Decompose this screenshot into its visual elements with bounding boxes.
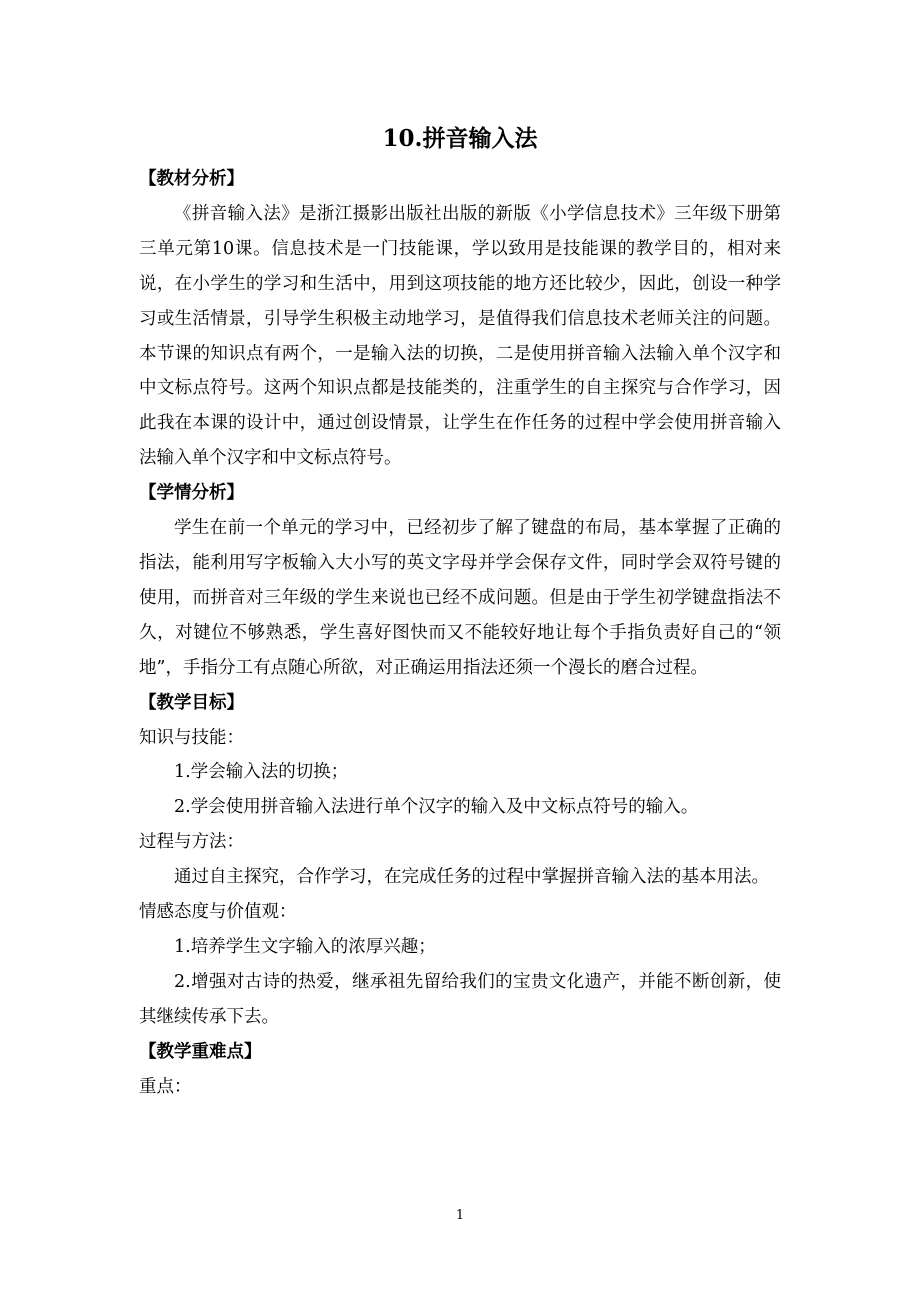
section-heading-key-points: 【教学重难点】 <box>139 1041 262 1062</box>
process-methods-label: 过程与方法： <box>139 832 244 853</box>
section-student-analysis <box>139 476 781 685</box>
knowledge-item: 2.学会使用拼音输入法进行单个汉字的输入及中文标点符号的输入。 <box>174 797 699 818</box>
section-heading-student-analysis: 【学情分析】 <box>139 483 244 504</box>
section-teaching-goals <box>139 686 781 1035</box>
textbook-analysis-paragraph: 《拼音输入法》是浙江摄影出版社出版的新版《小学信息技术》三年级下册第三单元第10课。信息技术是一门技能课，学以致用是技能课的教学目的，相对来说，在小学生的学习和生活中，用到这项技能的地方还比较少，因此，创设一种学习或生活情景，引导学生积极主动地学习，是值得我们信息技术老师关注的问题。本节课的知识点有两个，一是输入法的切换，二是使用拼音输入法输入单个汉字和中文标点符号。这两个知识点都是技能类的，注重学生的自主探究与合作学习，因此我在本课的设计中，通过创设情景，让学生在作任务的过程中学会使用拼音输入法输入单个汉字和中文标点符号。 <box>139 203 781 469</box>
emotion-values-label: 情感态度与价值观： <box>139 902 297 923</box>
focus-label: 重点： <box>139 1076 192 1097</box>
document-title: 10.拼音输入法 <box>382 125 538 152</box>
section-key-points <box>139 1035 781 1105</box>
document-body <box>139 116 781 1104</box>
section-textbook-analysis <box>139 162 781 476</box>
section-heading-teaching-goals: 【教学目标】 <box>139 692 244 713</box>
page-number: 1 <box>455 1208 465 1223</box>
knowledge-item: 1.学会输入法的切换； <box>174 762 349 783</box>
student-analysis-paragraph: 学生在前一个单元的学习中，已经初步了解了键盘的布局，基本掌握了正确的指法，能利用写字板输入大小写的英文字母并学会保存文件，同时学会双符号键的使用，而拼音对三年级的学生来说也已经不成问题。但是由于学生初学键盘指法不久，对键位不够熟悉，学生喜好图快而又不能较好地让每个手指负责好自己的“领地”，手指分工有点随心所欲，对正确运用指法还须一个漫长的磨合过程。 <box>139 518 781 678</box>
section-heading-textbook-analysis: 【教材分析】 <box>139 169 244 189</box>
process-methods-text: 通过自主探究，合作学习，在完成任务的过程中掌握拼音输入法的基本用法。 <box>174 867 769 888</box>
emotion-item: 1.培养学生文字输入的浓厚兴趣； <box>174 936 436 957</box>
knowledge-skills-label: 知识与技能： <box>139 727 244 748</box>
emotion-item: 2.增强对古诗的热爱，继承祖先留给我们的宝贵文化遗产，并能不断创新，使其继续传承下去。 <box>139 971 781 1027</box>
